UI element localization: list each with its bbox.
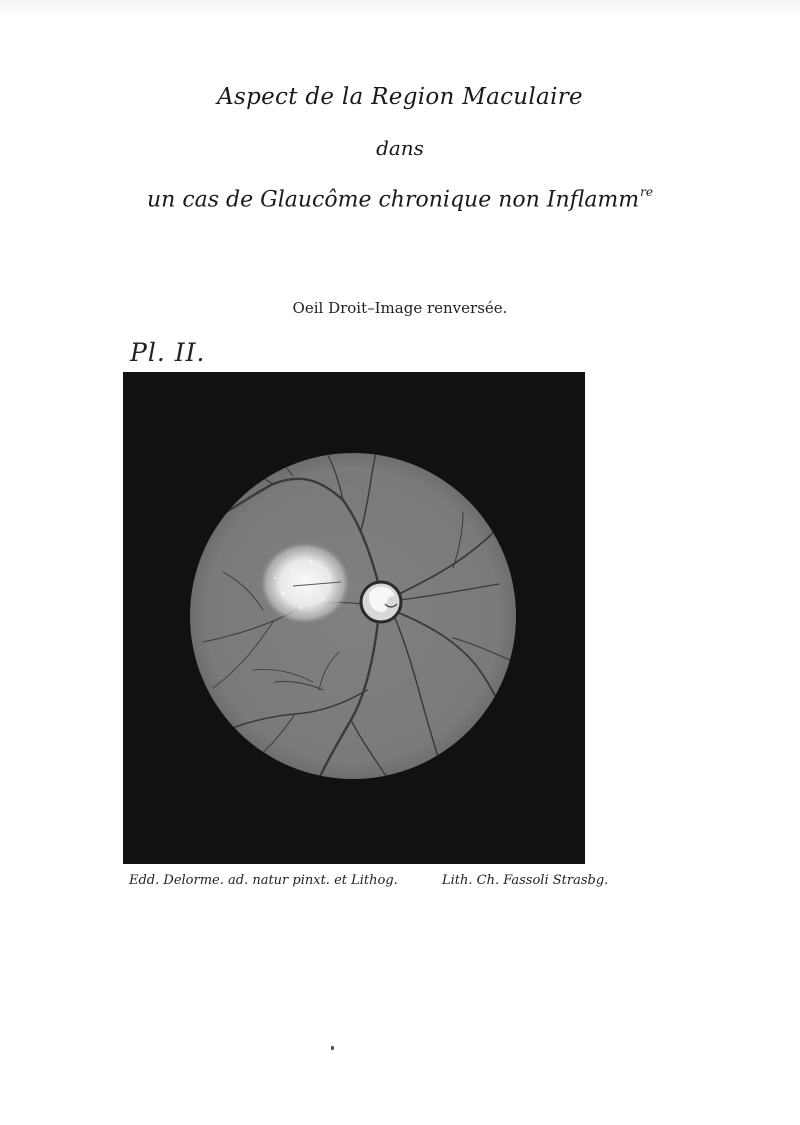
credit-artist: Edd. Delorme. ad. natur pinxt. et Lithog.: [129, 873, 398, 888]
title-line-2: dans: [376, 136, 424, 160]
title-line-1: Aspect de la Region Maculaire: [217, 84, 583, 110]
scan-edge: [0, 0, 800, 16]
fundus-figure: [123, 372, 585, 864]
title-superscript: re: [640, 185, 653, 199]
subtitle: Oeil Droit–Image renversée.: [292, 299, 508, 317]
macular-lesion: [259, 541, 351, 625]
page-mark: [331, 1046, 334, 1050]
title-line-3: [0, 187, 800, 212]
title-line-3-text: un cas de Glaucôme chronique non Inflamm: [147, 187, 640, 213]
credit-printer: Lith. Ch. Fassoli Strasbg.: [442, 873, 609, 888]
fundus-disk: [190, 453, 516, 779]
optic-disc: [361, 582, 401, 622]
plate-label: Pl. II.: [130, 338, 206, 367]
fundus-illustration: [123, 372, 585, 864]
